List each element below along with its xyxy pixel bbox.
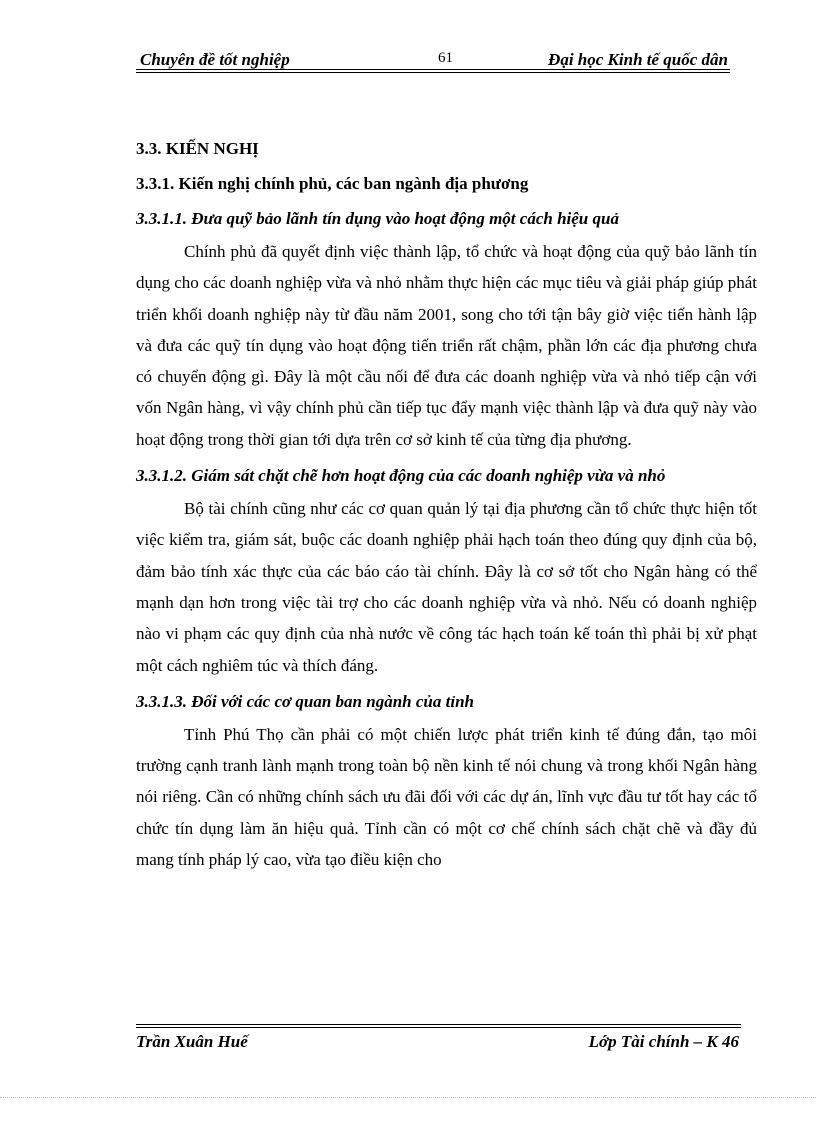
section-heading-3-3-1: 3.3.1. Kiến nghị chính phủ, các ban ngành địa phương [136,174,529,193]
section-heading-3-3-1-1: 3.3.1.1. Đưa quỹ bảo lãnh tín dụng vào hoạt động một cách hiệu quả [136,209,619,228]
section-heading-3-3: 3.3. KIẾN NGHỊ [136,139,259,158]
page-header [136,48,730,70]
footer-rule [136,1024,741,1025]
header-document-type: Chuyên đề tốt nghiệp [140,50,290,69]
footer-class: Lớp Tài chính – K 46 [588,1032,739,1051]
header-university: Đại học Kinh tế quốc dân [548,50,728,69]
footer-rule-double [136,1027,741,1028]
footer-author: Trần Xuân Huế [136,1032,248,1051]
header-rule [136,69,730,70]
paragraph-3-3-1-1: Chính phủ đã quyết định việc thành lập, tổ chức và hoạt động của quỹ bảo lãnh tín dụng cho các doanh nghiệp vừa và nhỏ nhằm thực hiện các mục tiêu và giải pháp giúp phát triển khối doanh nghiệp này từ đầu năm 2001, song cho tới tận bây giờ việc tiến hành lập và đưa các quỹ tín dụng vào hoạt động tiến triển rất chậm, phần lớn các địa phương chưa có chuyển động gì. Đây là một cầu nối để đưa các doanh nghiệp vừa và nhỏ tiếp cận với vốn Ngân hàng, vì vậy chính phủ cần tiếp tục đẩy mạnh việc thành lập và đưa quỹ này vào hoạt động trong thời gian tới dựa trên cơ sở kinh tế của từng địa phương. [136,242,757,449]
page-number: 61 [438,50,453,66]
page-footer [136,1024,741,1054]
page-edge-divider [0,1097,816,1098]
header-rule-double [136,72,730,73]
paragraph-3-3-1-3: Tỉnh Phú Thọ cần phải có một chiến lược phát triển kinh tế đúng đắn, tạo môi trường cạnh tranh lành mạnh trong toàn bộ nền kinh tế nói chung và trong khối Ngân hàng nói riêng. Cần có những chính sách ưu đãi đối với các dự án, lĩnh vực đầu tư tốt hay các tổ chức tín dụng làm ăn hiệu quả. Tỉnh cần có một cơ chế chính sách chặt chẽ và đầy đủ mang tính pháp lý cao, vừa tạo điều kiện cho [136,724,757,870]
page-body [136,130,757,875]
paragraph-3-3-1-2: Bộ tài chính cũng như các cơ quan quản lý tại địa phương cần tổ chức thực hiện tốt việc kiểm tra, giám sát, buộc các doanh nghiệp phải hạch toán theo đúng quy định của bộ, đảm bảo tính xác thực của các báo cáo tài chính. Đây là cơ sở tốt cho Ngân hàng có thể mạnh dạn hơn trong việc tài trợ cho các doanh nghiệp vừa và nhỏ. Nếu có doanh nghiệp nào vi phạm các quy định của nhà nước về công tác hạch toán kế toán thì phải bị xử phạt một cách nghiêm túc và thích đáng. [136,499,757,675]
section-heading-3-3-1-3: 3.3.1.3. Đối với các cơ quan ban ngành của tỉnh [136,691,474,711]
section-heading-3-3-1-2: 3.3.1.2. Giám sát chặt chẽ hơn hoạt động của các doanh nghiệp vừa và nhỏ [136,466,666,486]
